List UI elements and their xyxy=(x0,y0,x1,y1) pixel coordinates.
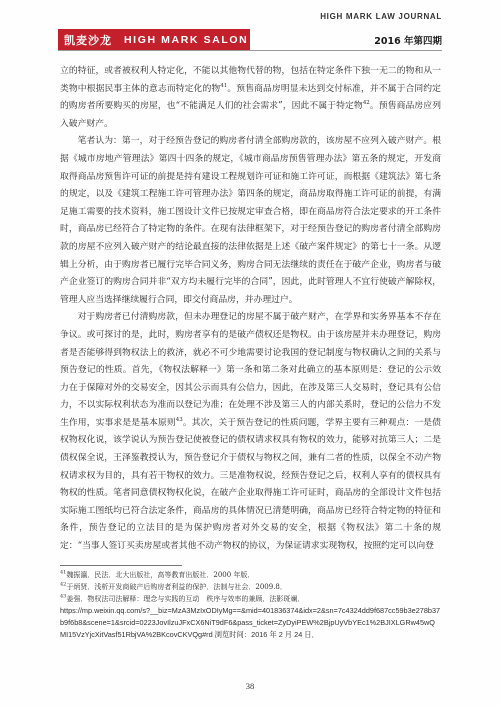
footnote-ref-42[interactable]: 42 xyxy=(362,100,370,107)
issue-label: 2016 年第四期 xyxy=(374,36,442,47)
paragraph-3 xyxy=(60,309,441,555)
footnote-ref-41[interactable]: 41 xyxy=(220,82,228,89)
paragraph-text: 对于购房者已付清购房款，但未办理登记的房屋不属于破产财产，在学界和实务界基本不存在争议。或可探讨的是，此时，购房者享有的是破产债权还是物权。由于该房屋并未办理登记，购房者是否能够得到物权法上的救济，就必不可少地需要讨论我国的登记制度与物权确认之间的关系与预告登记的性质。首先，《物权法解释一》第一条和第二条对此确立的基本原则是：登记的公示效力在于保障对外的交易安全，因其公示而具有公信力，因此，在涉及第三人交易时，登记具有公信力，不以实际权利状态为准而以登记为准；在处理不涉及第三人的内部关系时，登记的公信力不发生作用，实事求是是基本原则 xyxy=(60,312,441,428)
footnote-43 xyxy=(60,593,441,641)
paragraph-text: 。预售商品房应列入破产财产。 xyxy=(60,101,441,129)
paragraph-text: 。预售商品房明显未达到交付标准，并不属于合同约定的购房者所要购买的房屋，也“不能满足人们的社会需求”，因此不属于特定物 xyxy=(60,83,441,112)
salon-title-cn: 凯麦沙龙 xyxy=(64,33,112,47)
footnote-text: 魏振瀛．民法．北大出版社，高等教育出版社．2000 年版． xyxy=(66,570,255,579)
footnote-42 xyxy=(60,581,441,593)
salon-title-en: HIGH MARK SALON xyxy=(124,33,249,46)
footnote-citation xyxy=(60,593,441,605)
footnote-text: 姜强．物权法司法解释：理念与实践的互动 秩序与效率的兼顾．法影斑斓． xyxy=(66,594,305,603)
footnote-url-link[interactable]: https://mp.weixin.qq.com/s?__biz=MzA3MzIxODIyMg==&mid=401836374&idx=2&sn=7c4324dd9f687cc59b3e278b37b9f6b8&scene=1&srcid=0223JovIlzuJFxCX6NiT9dF6&pass_ticket=ZyDyiPEW%2BjpUyVbYEc1%2BJIXLGRw45wQMI15VzYjcXitVasf51RbjVA%2BKcovCKVQg#rd xyxy=(60,605,441,639)
paragraph-text: 立的特征，或者被权利人特定化，不能以其他物代替的物，包括在特定条件下独一无二的物和从一类物中根据民事主体的意志而特定化的物 xyxy=(60,66,441,94)
footnote-divider xyxy=(60,565,182,566)
page-number: 38 xyxy=(245,681,255,691)
journal-name: HIGH MARK LAW JOURNAL xyxy=(320,12,442,21)
footnote-number: 41 xyxy=(60,569,67,576)
header-divider xyxy=(58,50,442,51)
footnote-41 xyxy=(60,569,441,581)
footnote-text: 于炳贤．浅析开发商破产后购房者利益的保护．法制与社会．2009.8． xyxy=(66,582,287,591)
paragraph-2: 笔者认为：第一，对于经预告登记的购房者付清全部购房款的，该房屋不应列入破产财产。根据《城市房地产管理法》第四十四条的规定，《城市商品房预售管理办法》第五条的规定，开发商取得商品房预售许可证的前提是持有建设工程规划许可证和施工许可证，而根据《建筑法》第七条的规定，以及《建筑工程施工许可管理办法》第四条的规定，商品房取得施工许可证的前提，有满足施工需要的技术资料，施工图设计文件已按规定审查合格，即在商品房符合法定要求的开工条件时，商品房已经符合了特定物的条件。在现有法律框架下，对于经预告登记的购房者付清全部购房款的房屋不应列入破产财产的结论最直接的法律依据是上述《破产案件规定》的第七十一条。从逻辑上分析，由于购房者已履行完毕合同义务，购房合同无法继续的责任在于破产企业，购房者与破产企业签订的购房合同并非“双方均未履行完毕的合同”，因此，此时管理人不宜行使破产解除权，管理人应当选择继续履行合同，即交付商品房，并办理过户。 xyxy=(60,136,441,305)
footnote-number: 43 xyxy=(60,593,67,600)
footnote-number: 42 xyxy=(60,581,67,588)
paragraph-text: 。其次，关于预告登记的性质问题，学界主要有三种观点：一是债权物权化说，该学说认为预告登记使被登记的债权请求权具有物权的效力，能够对抗第三人；二是债权保全说，王泽鉴教授认为，预告登记介于债权与物权之间，兼有二者的性质，以保全不动产物权请求权为目的，具有若干物权的效力。三是准物权说，经预告登记之后，权利人享有的债权具有物权的性质。笔者同意债权物权化说，在破产企业取得施工许可证时，商品房的全部设计文件包括实际施工图纸均已符合法定条件，商品房的具体情况已清楚明确，商品房已经符合特定物的特征和条件，预告登记的立法目的是为保护购房者对外交易的安全，根据《物权法》第二十条的规定：“当事人签订买卖房屋或者其他不动产物权的协议，为保证请求实现物权，按照约定可以向登 xyxy=(60,417,441,552)
footnote-ref-43[interactable]: 43 xyxy=(175,416,183,423)
paragraph-1 xyxy=(60,63,441,133)
article-body xyxy=(60,63,441,641)
footnote-url-line xyxy=(60,605,441,641)
salon-banner xyxy=(58,29,250,50)
footnote-access-date: 浏览时间：2016 年 2 月 24 日． xyxy=(212,629,319,639)
